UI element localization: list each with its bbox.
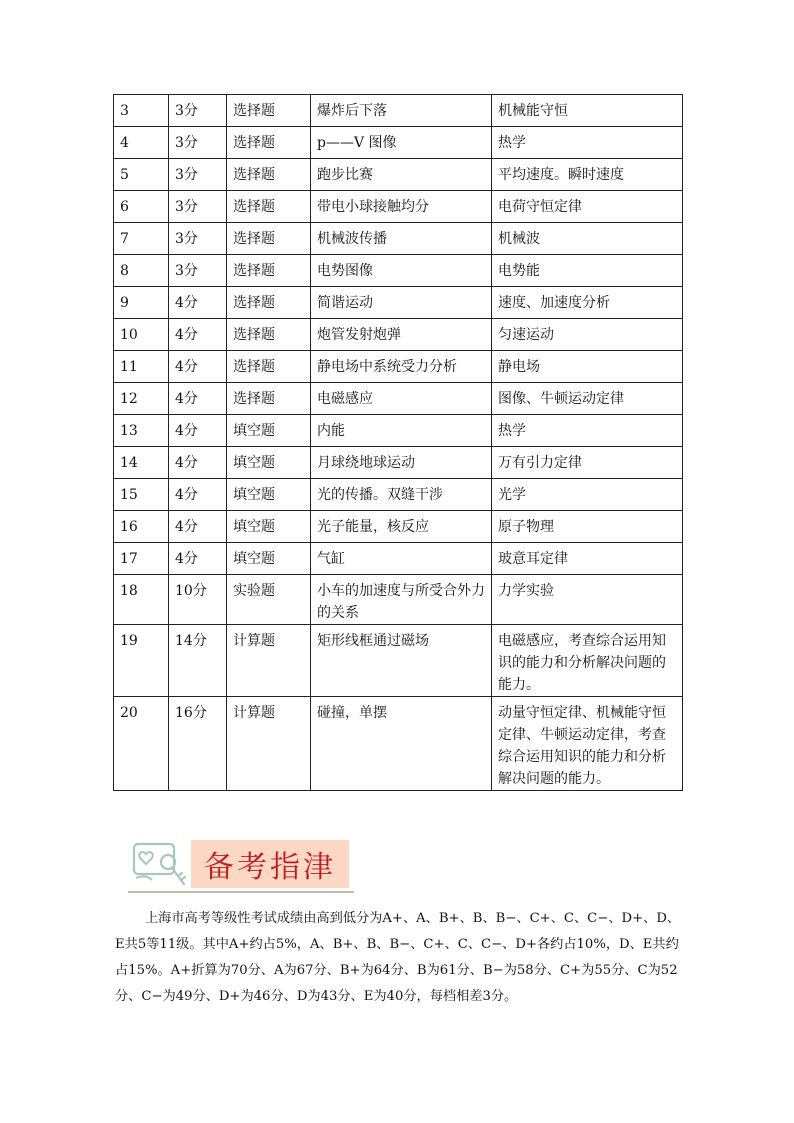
table-row — [114, 223, 683, 255]
question-type-cell: 计算题 — [227, 625, 311, 697]
score-cell: 3分 — [169, 255, 227, 287]
content-cell: 机械波传播 — [311, 223, 492, 255]
content-cell: p——V 图像 — [311, 127, 492, 159]
question-number-cell: 5 — [114, 159, 169, 191]
question-type-cell: 填空题 — [227, 511, 311, 543]
question-number-cell: 10 — [114, 319, 169, 351]
question-type-cell: 选择题 — [227, 319, 311, 351]
question-number-cell: 4 — [114, 127, 169, 159]
question-type-cell: 选择题 — [227, 287, 311, 319]
score-cell: 10分 — [169, 575, 227, 625]
knowledge-point-cell: 玻意耳定律 — [492, 543, 683, 575]
heart-key-tag-icon — [132, 838, 192, 890]
knowledge-point-cell: 原子物理 — [492, 511, 683, 543]
content-cell: 月球绕地球运动 — [311, 447, 492, 479]
banner-title: 备考指津 — [191, 840, 349, 888]
knowledge-point-cell: 动量守恒定律、机械能守恒定律、牛顿运动定律，考查综合运用知识的能力和分析解决问题的能力。 — [492, 697, 683, 791]
score-cell: 3分 — [169, 159, 227, 191]
question-type-cell: 选择题 — [227, 159, 311, 191]
question-type-cell: 选择题 — [227, 223, 311, 255]
table-row — [114, 95, 683, 127]
content-cell: 炮管发射炮弹 — [311, 319, 492, 351]
question-number-cell: 13 — [114, 415, 169, 447]
score-cell: 4分 — [169, 479, 227, 511]
content-cell: 电势图像 — [311, 255, 492, 287]
table-row — [114, 255, 683, 287]
content-cell: 光子能量，核反应 — [311, 511, 492, 543]
knowledge-point-cell: 图像、牛顿运动定律 — [492, 383, 683, 415]
question-type-cell: 填空题 — [227, 447, 311, 479]
table-row — [114, 415, 683, 447]
section-banner — [128, 836, 354, 894]
question-number-cell: 19 — [114, 625, 169, 697]
question-number-cell: 12 — [114, 383, 169, 415]
question-number-cell: 3 — [114, 95, 169, 127]
table-row — [114, 543, 683, 575]
knowledge-point-cell: 电荷守恒定律 — [492, 191, 683, 223]
question-type-cell: 选择题 — [227, 127, 311, 159]
table-row — [114, 287, 683, 319]
table-row — [114, 351, 683, 383]
question-number-cell: 14 — [114, 447, 169, 479]
question-number-cell: 16 — [114, 511, 169, 543]
knowledge-point-cell: 万有引力定律 — [492, 447, 683, 479]
question-type-cell: 填空题 — [227, 479, 311, 511]
question-number-cell: 7 — [114, 223, 169, 255]
question-type-cell: 填空题 — [227, 415, 311, 447]
score-cell: 4分 — [169, 319, 227, 351]
question-number-cell: 11 — [114, 351, 169, 383]
table-row — [114, 447, 683, 479]
content-cell: 静电场中系统受力分析 — [311, 351, 492, 383]
table-row — [114, 127, 683, 159]
question-number-cell: 17 — [114, 543, 169, 575]
table-row — [114, 575, 683, 625]
knowledge-point-cell: 电磁感应，考查综合运用知识的能力和分析解决问题的能力。 — [492, 625, 683, 697]
exam-analysis-table — [113, 94, 683, 791]
knowledge-point-cell: 静电场 — [492, 351, 683, 383]
content-cell: 爆炸后下落 — [311, 95, 492, 127]
banner-underline — [128, 891, 354, 893]
table-row — [114, 511, 683, 543]
table-row — [114, 625, 683, 697]
grading-paragraph: 上海市高考等级性考试成绩由高到低分为A+、A、B+、B、B−、C+、C、C−、D+、D、E共5等11级。其中A+约占5%，A、B+、B、B−、C+、C、C−、D+各约占10%，D、E共约占15%。A+折算为70分、A为67分、B+为64分、B为61分、B−为58分、C+为55分、C为52分、C−为49分、D+为46分、D为43分、E为40分，每档相差3分。 — [115, 911, 681, 1004]
question-number-cell: 6 — [114, 191, 169, 223]
knowledge-point-cell: 机械波 — [492, 223, 683, 255]
knowledge-point-cell: 力学实验 — [492, 575, 683, 625]
content-cell: 小车的加速度与所受合外力的关系 — [311, 575, 492, 625]
knowledge-point-cell: 热学 — [492, 127, 683, 159]
question-number-cell: 15 — [114, 479, 169, 511]
content-cell: 跑步比赛 — [311, 159, 492, 191]
knowledge-point-cell: 电势能 — [492, 255, 683, 287]
knowledge-point-cell: 热学 — [492, 415, 683, 447]
question-type-cell: 选择题 — [227, 255, 311, 287]
content-cell: 简谐运动 — [311, 287, 492, 319]
content-cell: 碰撞，单摆 — [311, 697, 492, 791]
question-number-cell: 9 — [114, 287, 169, 319]
question-type-cell: 实验题 — [227, 575, 311, 625]
score-cell: 3分 — [169, 127, 227, 159]
question-type-cell: 选择题 — [227, 191, 311, 223]
question-type-cell: 计算题 — [227, 697, 311, 791]
question-number-cell: 8 — [114, 255, 169, 287]
knowledge-point-cell: 机械能守恒 — [492, 95, 683, 127]
question-number-cell: 20 — [114, 697, 169, 791]
table-body — [114, 95, 683, 791]
table-row — [114, 479, 683, 511]
question-type-cell: 选择题 — [227, 95, 311, 127]
score-cell: 3分 — [169, 95, 227, 127]
score-cell: 4分 — [169, 415, 227, 447]
score-cell: 3分 — [169, 223, 227, 255]
table-row — [114, 697, 683, 791]
table-row — [114, 191, 683, 223]
content-cell: 气缸 — [311, 543, 492, 575]
score-cell: 3分 — [169, 191, 227, 223]
score-cell: 16分 — [169, 697, 227, 791]
content-cell: 内能 — [311, 415, 492, 447]
content-cell: 带电小球接触均分 — [311, 191, 492, 223]
score-cell: 4分 — [169, 543, 227, 575]
question-type-cell: 填空题 — [227, 543, 311, 575]
score-cell: 4分 — [169, 511, 227, 543]
knowledge-point-cell: 光学 — [492, 479, 683, 511]
question-number-cell: 18 — [114, 575, 169, 625]
score-cell: 4分 — [169, 351, 227, 383]
table-row — [114, 383, 683, 415]
knowledge-point-cell: 速度、加速度分析 — [492, 287, 683, 319]
knowledge-point-cell: 平均速度。瞬时速度 — [492, 159, 683, 191]
question-type-cell: 选择题 — [227, 383, 311, 415]
table-row — [114, 319, 683, 351]
content-cell: 光的传播。双缝干涉 — [311, 479, 492, 511]
question-type-cell: 选择题 — [227, 351, 311, 383]
score-cell: 4分 — [169, 447, 227, 479]
score-cell: 4分 — [169, 383, 227, 415]
knowledge-point-cell: 匀速运动 — [492, 319, 683, 351]
table-row — [114, 159, 683, 191]
score-cell: 4分 — [169, 287, 227, 319]
content-cell: 电磁感应 — [311, 383, 492, 415]
content-cell: 矩形线框通过磁场 — [311, 625, 492, 697]
score-cell: 14分 — [169, 625, 227, 697]
